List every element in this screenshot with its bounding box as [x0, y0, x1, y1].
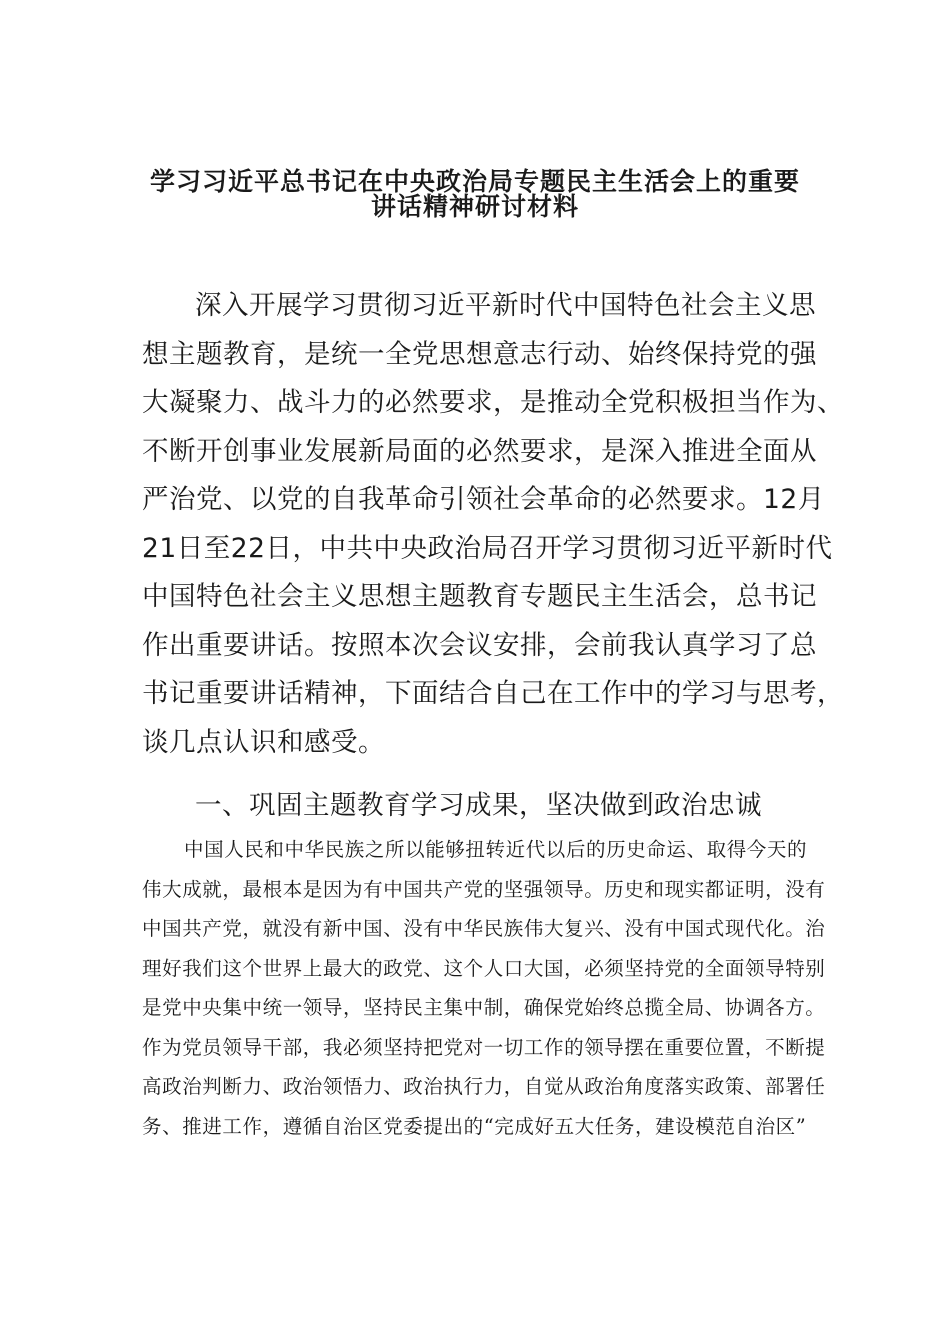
intro-paragraph	[142, 286, 844, 771]
document-title-line-1: 学习习近平总书记在中央政治局专题民主生活会上的重要	[149, 167, 800, 196]
paragraph-line: 大凝聚力、战斗力的必然要求，是推动全党积极担当作为、	[142, 387, 844, 418]
document-title-line-2: 讲话精神研讨材料	[370, 192, 579, 221]
paragraph-line: 高政治判断力、政治领悟力、政治执行力，自觉从政治角度落实政策、部署任	[142, 1075, 826, 1098]
paragraph-line: 是党中央集中统一领导，坚持民主集中制，确保党始终总揽全局、协调各方。	[142, 996, 826, 1019]
paragraph-line: 作为党员领导干部，我必须坚持把党对一切工作的领导摆在重要位置，不断提	[142, 1035, 826, 1059]
paragraph-line: 想主题教育，是统一全党思想意志行动、始终保持党的强	[142, 338, 817, 370]
section-1-paragraph	[142, 835, 826, 1151]
paragraph-line: 务、推进工作，遵循自治区党委提出的“完成好五大任务，建设模范自治区”	[142, 1114, 807, 1138]
paragraph-line: 伟大成就，最根本是因为有中国共产党的坚强领导。历史和现实都证明，没有	[142, 877, 826, 901]
paragraph-line: 作出重要讲话。按照本次会议安排，会前我认真学习了总	[142, 629, 817, 661]
paragraph-line: 中国特色社会主义思想主题教育专题民主生活会，总书记	[142, 581, 817, 612]
paragraph-line: 严治党、以党的自我革命引领社会革命的必然要求。12月	[142, 484, 825, 515]
section-heading: 一、巩固主题教育学习成果，坚决做到政治忠诚	[195, 790, 762, 821]
paragraph-line: 中国共产党，就没有新中国、没有中华民族伟大复兴、没有中国式现代化。治	[142, 917, 826, 940]
paragraph-line: 谈几点认识和感受。	[142, 726, 385, 758]
paragraph-line: 不断开创事业发展新局面的必然要求，是深入推进全面从	[142, 435, 817, 467]
paragraph-line: 21日至22日，中共中央政治局召开学习贯彻习近平新时代	[142, 532, 833, 564]
paragraph-line: 深入开展学习贯彻习近平新时代中国特色社会主义思	[195, 290, 816, 321]
paragraph-line: 书记重要讲话精神，下面结合自己在工作中的学习与思考，	[142, 678, 844, 709]
paragraph-line: 中国人民和中华民族之所以能够扭转近代以后的历史命运、取得今天的	[184, 838, 808, 861]
paragraph-line: 理好我们这个世界上最大的政党、这个人口大国，必须坚持党的全面领导特别	[142, 956, 826, 980]
